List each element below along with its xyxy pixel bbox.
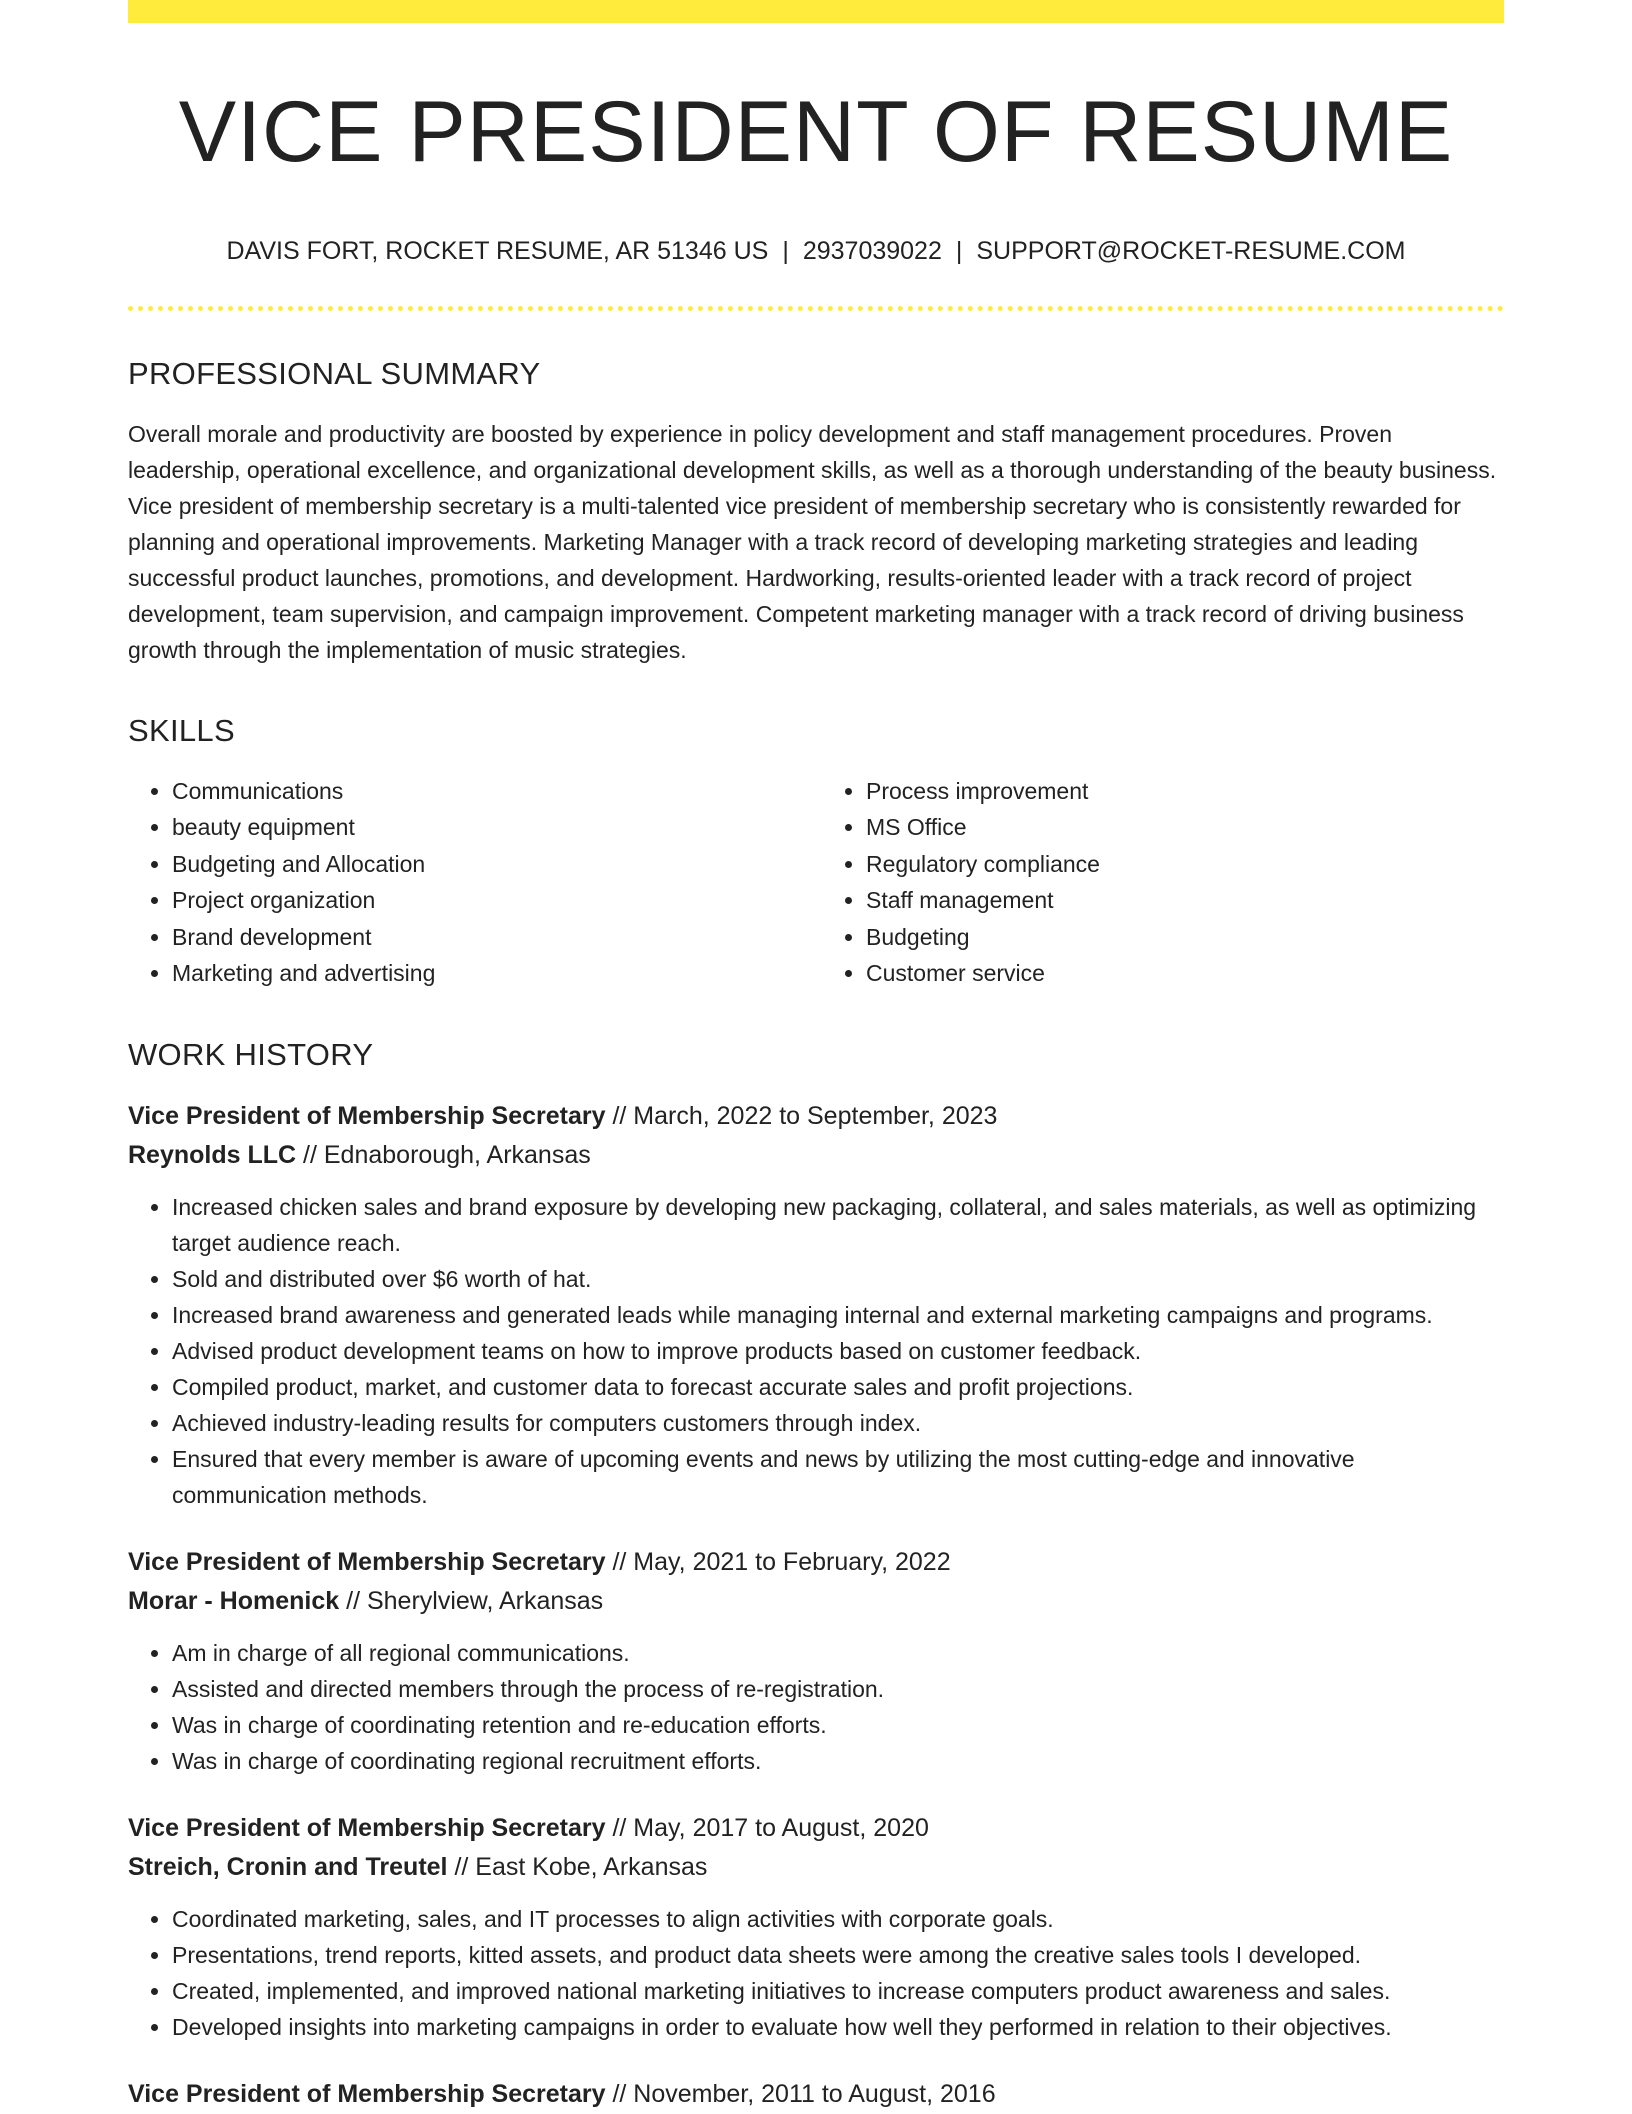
job-role: Vice President of Membership Secretary: [128, 1814, 606, 1843]
job-role-line: [128, 2075, 1504, 2114]
work-history-title: WORK HISTORY: [128, 1036, 374, 1072]
skill-item: • beauty equipment: [172, 809, 816, 846]
job-bullet: • Was in charge of coordinating regional recruitment efforts.: [172, 1743, 1504, 1779]
job-location: // Sherylview, Arkansas: [346, 1587, 604, 1616]
job-dates: // March, 2022 to September, 2023: [612, 1102, 998, 1131]
skills-section: [128, 712, 1504, 992]
job-role: Vice President of Membership Secretary: [128, 1548, 606, 1577]
resume-page: [128, 0, 1504, 2114]
skill-item: • Regulatory compliance: [866, 846, 1504, 883]
resume-name: VICE PRESIDENT OF RESUME: [178, 84, 1454, 180]
skill-item: • Communications: [172, 773, 816, 810]
job-role-line: [128, 1543, 1504, 1582]
job-role-line: [128, 1809, 1504, 1848]
work-history-section: [128, 1036, 1504, 2114]
skills-title: SKILLS: [128, 712, 235, 748]
contact-line: [128, 236, 1504, 266]
job-company: Reynolds LLC: [128, 1141, 297, 1170]
contact-separator: |: [955, 236, 963, 265]
job-bullet: • Advised product development teams on how to improve products based on customer feedback.: [172, 1333, 1504, 1369]
job-bullet: • Assisted and directed members through the process of re-registration.: [172, 1671, 1504, 1707]
job-company-line: [128, 1582, 1504, 1621]
skill-item: • Project organization: [172, 882, 816, 919]
skill-item: • Process improvement: [866, 773, 1504, 810]
job-role: Vice President of Membership Secretary: [128, 1102, 606, 1131]
job-location: // East Kobe, Arkansas: [454, 1853, 708, 1882]
job-company: Streich, Cronin and Treutel: [128, 1853, 448, 1882]
job-dates: // May, 2021 to February, 2022: [612, 1548, 951, 1577]
job-bullet: • Sold and distributed over $6 worth of hat.: [172, 1261, 1504, 1297]
skill-item: • MS Office: [866, 809, 1504, 846]
job-bullet: • Was in charge of coordinating retention and re-education efforts.: [172, 1707, 1504, 1743]
contact-separator: |: [782, 236, 789, 265]
job-entry: [128, 2075, 1504, 2114]
job-bullet: • Increased brand awareness and generated leads while managing internal and external marketing campaigns and programs.: [172, 1297, 1504, 1333]
job-company: Morar - Homenick: [128, 1587, 340, 1616]
job-bullet: • Compiled product, market, and customer data to forecast accurate sales and profit projections.: [172, 1369, 1504, 1405]
job-dates: // May, 2017 to August, 2020: [612, 1814, 929, 1843]
job-bullet: • Coordinated marketing, sales, and IT processes to align activities with corporate goals.: [172, 1901, 1504, 1937]
job-location: // Ednaborough, Arkansas: [303, 1141, 591, 1170]
job-entry: [128, 1097, 1504, 1513]
contact-address: DAVIS FORT, ROCKET RESUME, AR 51346 US: [226, 236, 769, 265]
job-bullet: • Increased chicken sales and brand exposure by developing new packaging, collateral, and sales materials, as well as optimizing target audience reach.: [172, 1189, 1504, 1261]
skill-item: • Budgeting and Allocation: [172, 846, 816, 883]
skill-item: • Budgeting: [866, 919, 1504, 956]
job-company-line: [128, 1848, 1504, 1887]
job-role-line: [128, 1097, 1504, 1136]
job-bullet: • Ensured that every member is aware of upcoming events and news by utilizing the most cutting-edge and innovative communication methods.: [172, 1441, 1504, 1513]
top-accent-bar: [128, 0, 1504, 23]
job-bullets: [128, 1901, 1504, 2045]
skill-item: • Brand development: [172, 919, 816, 956]
job-entry: [128, 1543, 1504, 1779]
job-bullets: [128, 1189, 1504, 1513]
contact-email: SUPPORT@ROCKET-RESUME.COM: [976, 236, 1406, 265]
job-dates: // November, 2011 to August, 2016: [612, 2080, 996, 2109]
skill-item: • Customer service: [866, 955, 1504, 992]
job-bullet: • Presentations, trend reports, kitted assets, and product data sheets were among the creative sales tools I developed.: [172, 1937, 1504, 1973]
skills-right-list: [816, 773, 1504, 992]
job-bullet: • Am in charge of all regional communications.: [172, 1635, 1504, 1671]
job-bullet: • Created, implemented, and improved national marketing initiatives to increase computers product awareness and sales.: [172, 1973, 1504, 2009]
professional-summary-section: [128, 355, 1504, 668]
skills-left-list: [128, 773, 816, 992]
job-bullet: • Achieved industry-leading results for computers customers through index.: [172, 1405, 1504, 1441]
job-company-line: [128, 1136, 1504, 1175]
skill-item: • Marketing and advertising: [172, 955, 816, 992]
skills-columns: [128, 773, 1504, 992]
summary-text: Overall morale and productivity are boosted by experience in policy development and staff management procedures. Proven leadership, operational excellence, and organizational development skills, as well as a thorough understanding of the beauty business. Vice president of membership secretary is a multi-talented vice president of membership secretary who is consistently rewarded for planning and operational improvements. Marketing Manager with a track record of developing marketing strategies and leading successful product launches, promotions, and development. Hardworking, results-oriented leader with a track record of project development, team supervision, and campaign improvement. Competent marketing manager with a track record of driving business growth through the implementation of music strategies.: [128, 420, 1497, 663]
skill-item: • Staff management: [866, 882, 1504, 919]
job-entry: [128, 1809, 1504, 2045]
job-bullets: [128, 1635, 1504, 1779]
job-role: Vice President of Membership Secretary: [128, 2080, 606, 2109]
summary-title: PROFESSIONAL SUMMARY: [128, 355, 541, 391]
contact-phone: 2937039022: [802, 236, 942, 265]
header-divider: [128, 306, 1504, 311]
job-bullet: • Developed insights into marketing campaigns in order to evaluate how well they performed in relation to their objectives.: [172, 2009, 1504, 2045]
